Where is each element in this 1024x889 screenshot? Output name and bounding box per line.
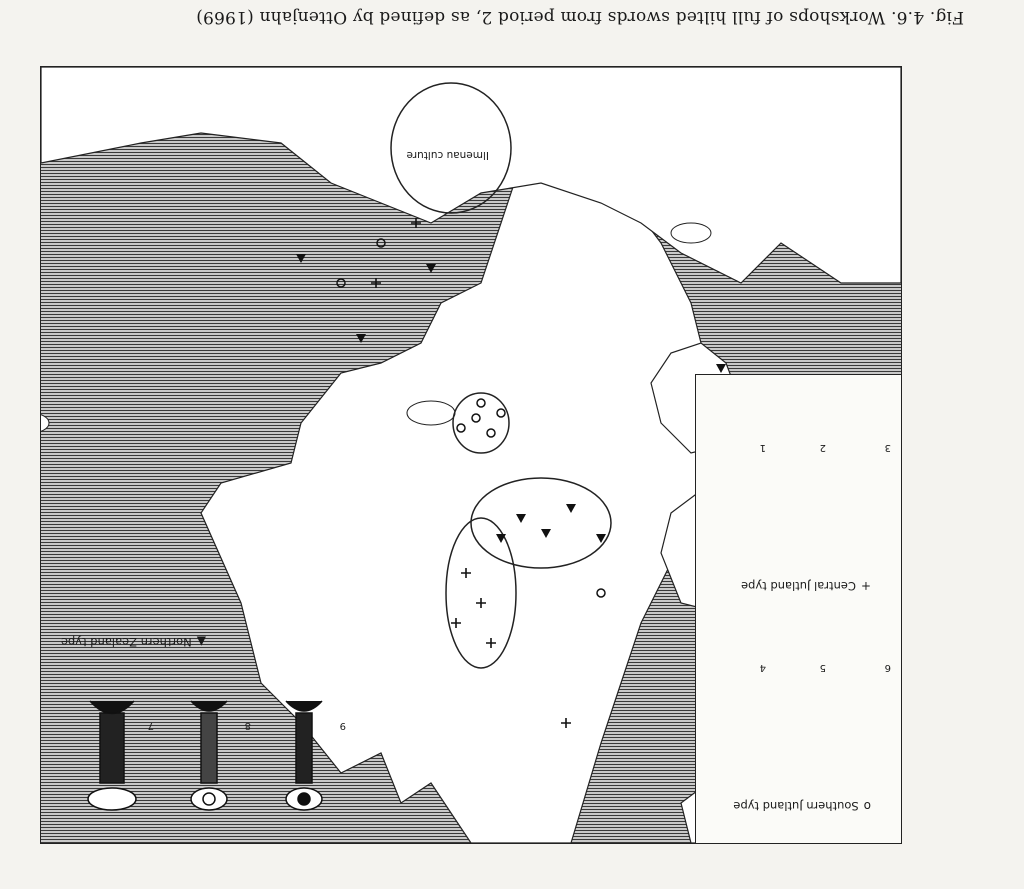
northern-type-text: Northern Zealand type	[60, 635, 192, 649]
legend-number-9: 9	[339, 720, 346, 731]
legend-number-7: 7	[147, 720, 154, 731]
northern-hilt-illustrations	[46, 631, 364, 821]
legend-northern-zealand	[46, 629, 364, 849]
small-island	[407, 401, 455, 425]
legend-number-5: 5	[819, 662, 826, 673]
figure-caption: Fig. 4.6. Workshops of full hilted swords from period 2, as defined by Ottenjahn (1969)	[196, 7, 964, 27]
southern-type-text: Southern Jutland type	[733, 799, 859, 813]
sword-hilt-icon	[88, 701, 136, 810]
triangle-marker-icon: ▲	[196, 635, 206, 649]
small-island	[671, 223, 711, 243]
circle-marker-icon: o	[863, 799, 871, 813]
legend-number-8: 8	[244, 720, 251, 731]
legend-label-northern	[61, 635, 206, 649]
legend-number-4: 4	[759, 662, 766, 673]
cross-marker-icon: +	[860, 579, 871, 593]
sword-hilt-icon	[191, 701, 227, 810]
legend-number-2: 2	[819, 442, 826, 453]
legend-number-6: 6	[884, 662, 891, 673]
legend-label-central	[741, 579, 871, 593]
legend-number-3: 3	[884, 442, 891, 453]
legend-jutland-types	[695, 374, 902, 844]
central-type-text: Central Jutland type	[741, 579, 856, 593]
legend-label-southern	[733, 799, 871, 813]
ilmenau-culture-label: Ilmenau culture	[406, 149, 489, 161]
legend-number-1: 1	[759, 442, 766, 453]
sword-hilt-icon	[286, 701, 322, 810]
